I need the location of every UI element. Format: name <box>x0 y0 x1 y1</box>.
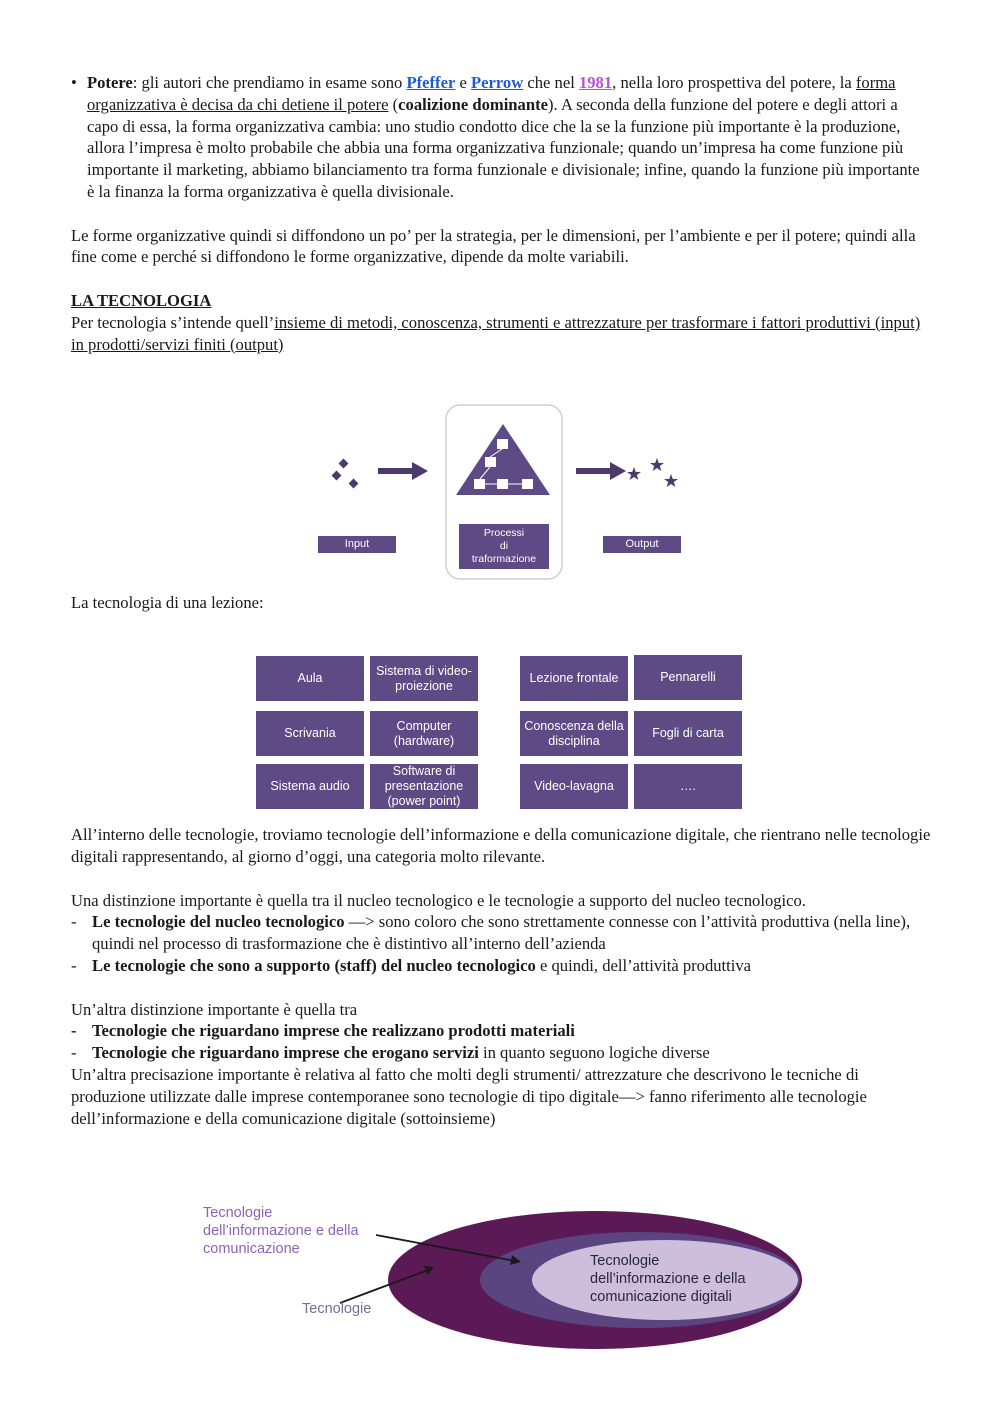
bullet-paragraph-potere <box>71 72 931 203</box>
input-label: Input <box>318 536 396 553</box>
document-body <box>71 72 931 1129</box>
text-run: e quindi, dell’attività produttiva <box>535 955 752 975</box>
node-square <box>474 479 485 489</box>
star-icon <box>664 474 678 487</box>
list-item <box>71 955 931 977</box>
paragraph-lezione: La tecnologia di una lezione: <box>71 593 264 613</box>
arrow-right-icon <box>576 462 626 480</box>
dash-marker: - <box>71 1043 77 1063</box>
label-inner-digital <box>590 1252 746 1306</box>
diamond-icon <box>332 471 342 481</box>
text-run: e <box>455 73 471 92</box>
list-item <box>71 911 931 955</box>
paragraph-distinzione: Una distinzione importante è quella tra il nucleo tecnologico e le tecnologie a supporto del nucleo tecnologico. <box>71 890 806 910</box>
underlined-definition: insieme di metodi, conoscenza, strumenti e attrezzature per trasformare i fattori produttivi (input) in prodotti/servizi finiti (output) <box>71 312 921 354</box>
text-run: , nella loro prospettiva del potere, la <box>612 73 856 92</box>
label-ict <box>203 1204 359 1258</box>
grid-cell: Fogli di carta <box>634 711 742 756</box>
process-label-line: traformazione <box>471 553 537 565</box>
grid-cell: Sistema audio <box>256 764 364 809</box>
paragraph-definizione <box>71 312 931 356</box>
process-label-line: Processi <box>483 527 525 539</box>
text-run: in quanto seguono logiche diverse <box>478 1043 710 1063</box>
label-line: dell’informazione e della <box>590 1271 746 1287</box>
grid-cell: Conoscenza della disciplina <box>520 711 628 756</box>
text-run: ( <box>388 94 399 114</box>
list-item <box>71 1020 931 1042</box>
label-line: comunicazione digitali <box>590 1289 732 1305</box>
section-title: LA TECNOLOGIA <box>71 290 212 310</box>
node-square <box>522 479 533 489</box>
lesson-technology-grid <box>256 655 744 811</box>
paragraph-ict: All’interno delle tecnologie, troviamo tecnologie dell’informazione e della comunicazione digitale, che rientrano nelle tecnologie digitali rappresentando, al giorno d’oggi, una categoria molto rilevante. <box>71 825 931 866</box>
link-1981[interactable]: 1981 <box>578 73 613 92</box>
node-square <box>497 439 508 449</box>
grid-cell: Scrivania <box>256 711 364 756</box>
star-icon <box>627 467 641 480</box>
process-label <box>459 524 549 569</box>
label-tecnologie: Tecnologie <box>302 1301 372 1317</box>
list-item <box>71 1042 931 1064</box>
grid-cell: Computer (hardware) <box>370 711 478 756</box>
process-diagram <box>300 400 700 585</box>
label-line: comunicazione <box>203 1241 300 1257</box>
node-square <box>497 479 508 489</box>
grid-cell: Pennarelli <box>634 655 742 700</box>
bold-phrase: Tecnologie che riguardano imprese che realizzano prodotti materiali <box>92 1021 575 1041</box>
diamond-icon <box>349 479 359 489</box>
grid-cell: Software di presentazione (power point) <box>370 764 478 809</box>
text-run: che nel <box>523 73 579 92</box>
paragraph-forme: Le forme organizzative quindi si diffondono un po’ per la strategia, per le dimensioni, per l’ambiente e per il potere; quindi alla fine come e perché si diffondono le forme organizzative, dipende da molte variabili. <box>71 225 916 267</box>
diamond-icon <box>339 459 349 469</box>
bold-phrase: coalizione dominante <box>398 94 548 114</box>
paragraph-altra-distinzione: Un’altra distinzione importante è quella tra <box>71 999 358 1019</box>
ellipse-diagram <box>190 1195 810 1355</box>
link-perrow[interactable]: Perrow <box>470 73 524 92</box>
dash-marker: - <box>71 955 77 975</box>
dash-marker: - <box>71 912 77 932</box>
dash-marker: - <box>71 1021 77 1041</box>
label-line: dell’informazione e della <box>203 1223 359 1239</box>
process-label-line: di <box>499 540 509 552</box>
bold-phrase: Le tecnologie che sono a supporto (staff) del nucleo tecnologico <box>92 955 536 975</box>
term-potere: Potere <box>87 73 133 92</box>
bold-phrase: Tecnologie che riguardano imprese che erogano servizi <box>92 1043 479 1063</box>
bullet-dot: • <box>71 73 77 92</box>
output-label: Output <box>603 536 681 553</box>
grid-cell: Aula <box>256 656 364 701</box>
node-square <box>485 457 496 467</box>
text-run: : gli autori che prendiamo in esame sono <box>132 73 407 92</box>
text-run: ). A seconda della funzione del potere e degli attori a capo di essa, la forma organizzativa cambia: uno studio condotto dice che la se la funzione più importante è la produzione, allora l’impresa è molto probabile che abbia una forma organizzativa funzionale; quando un’impresa ha come funzione più importante il marketing, abbiamo bilanciamento tra forma funzionale e divisionale; infine, quando la funzione più importante è la finanza la forma organizzativa è quella divisionale. <box>87 94 920 201</box>
label-line: Tecnologie <box>203 1205 273 1221</box>
underlined-phrase: forma organizzativa è decisa da chi detiene il potere <box>87 73 896 114</box>
grid-cell: Video-lavagna <box>520 764 628 809</box>
grid-cell: Sistema di video-proiezione <box>370 656 478 701</box>
bold-phrase: Le tecnologie del nucleo tecnologico <box>92 912 345 932</box>
grid-cell: Lezione frontale <box>520 656 628 701</box>
text-run: —> sono coloro che sono strettamente connesse con l’attività produttiva (nella line), quindi nel processo di trasformazione che è distintivo all’interno dell’azienda <box>92 912 911 954</box>
link-pfeffer[interactable]: Pfeffer <box>406 73 456 92</box>
star-icon <box>650 458 664 471</box>
paragraph-precisazione: Un’altra precisazione importante è relativa al fatto che molti degli strumenti/ attrezzature che descrivono le tecniche di produzione utilizzate dalle imprese contemporanee sono tecnologie di tipo digitale—> fanno riferimento alle tecnologie dell’informazione e della comunicazione digitale (sottoinsieme) <box>71 1064 867 1128</box>
grid-cell: …. <box>634 764 742 809</box>
label-line: Tecnologie <box>590 1253 660 1269</box>
arrow-right-icon <box>378 462 428 480</box>
text-run: Per tecnologia s’intende quell’ <box>71 312 275 332</box>
